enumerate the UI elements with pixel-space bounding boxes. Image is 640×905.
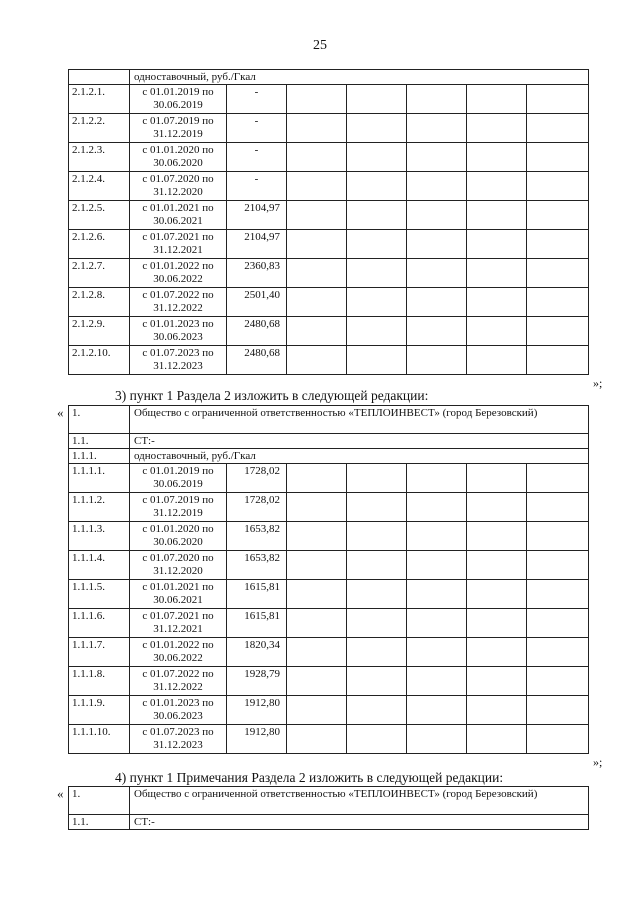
empty-cell [347, 143, 407, 172]
empty-cell [407, 493, 467, 522]
empty-cell [527, 725, 589, 754]
empty-cell [407, 259, 467, 288]
row-number: 2.1.2.8. [69, 288, 130, 317]
empty-cell [527, 464, 589, 493]
empty-cell [527, 346, 589, 375]
row-number: 1.1.1.6. [69, 609, 130, 638]
row-value: 2104,97 [227, 201, 287, 230]
row-value: 1653,82 [227, 522, 287, 551]
row-period: с 01.07.2023 по 31.12.2023 [130, 725, 227, 754]
row-value: 1928,79 [227, 667, 287, 696]
row-period: с 01.07.2021 по 31.12.2021 [130, 609, 227, 638]
empty-cell [347, 346, 407, 375]
note-table [68, 786, 589, 830]
empty-cell [347, 493, 407, 522]
empty-cell [527, 493, 589, 522]
empty-cell [527, 288, 589, 317]
empty-cell [287, 667, 347, 696]
table-row [69, 725, 589, 754]
empty-cell [347, 464, 407, 493]
row-number: 1.1.1.8. [69, 667, 130, 696]
table-row [69, 201, 589, 230]
row-value: 1728,02 [227, 493, 287, 522]
empty-cell [407, 725, 467, 754]
empty-cell [347, 259, 407, 288]
row-value: 1912,80 [227, 725, 287, 754]
table-row [69, 696, 589, 725]
row-period: с 01.07.2021 по 31.12.2021 [130, 230, 227, 259]
empty-cell [467, 172, 527, 201]
empty-cell [467, 230, 527, 259]
row-period: с 01.01.2020 по 30.06.2020 [130, 143, 227, 172]
empty-cell [287, 346, 347, 375]
empty-cell [527, 317, 589, 346]
empty-cell [467, 317, 527, 346]
st-text: СТ:- [130, 815, 589, 830]
row-value: - [227, 85, 287, 114]
row-period: с 01.01.2023 по 30.06.2023 [130, 317, 227, 346]
empty-cell [527, 580, 589, 609]
empty-cell [527, 201, 589, 230]
empty-cell [407, 317, 467, 346]
empty-cell [527, 143, 589, 172]
row-number: 1.1.1.3. [69, 522, 130, 551]
row-value: 2480,68 [227, 317, 287, 346]
row-value: 2360,83 [227, 259, 287, 288]
empty-cell [347, 114, 407, 143]
empty-cell [407, 85, 467, 114]
row-number: 2.1.2.4. [69, 172, 130, 201]
row-number: 2.1.2.6. [69, 230, 130, 259]
rate-type-label: одноставочный, руб./Гкал [130, 449, 589, 464]
table-row [69, 172, 589, 201]
row-value: 1820,34 [227, 638, 287, 667]
row-period: с 01.07.2023 по 31.12.2023 [130, 346, 227, 375]
table-row [69, 143, 589, 172]
empty-cell [347, 172, 407, 201]
table-row [69, 288, 589, 317]
org-name: Общество с ограниченной ответственностью «ТЕПЛОИНВЕСТ» (город Березовский) [130, 406, 589, 434]
table-row [69, 114, 589, 143]
empty-cell [407, 522, 467, 551]
row-number: 1.1.1.2. [69, 493, 130, 522]
empty-cell [287, 114, 347, 143]
row-period: с 01.01.2020 по 30.06.2020 [130, 522, 227, 551]
st-num: 1.1. [69, 815, 130, 830]
table-row [69, 638, 589, 667]
empty-cell [407, 201, 467, 230]
row-number: 2.1.2.5. [69, 201, 130, 230]
row-value: 1912,80 [227, 696, 287, 725]
empty-cell [467, 667, 527, 696]
empty-cell [467, 201, 527, 230]
rate-type-label: одноставочный, руб./Гкал [130, 70, 589, 85]
empty-cell [287, 201, 347, 230]
empty-cell [287, 493, 347, 522]
row-value: 1615,81 [227, 609, 287, 638]
row-period: с 01.01.2023 по 30.06.2023 [130, 696, 227, 725]
table-row [69, 522, 589, 551]
rate-num: 1.1.1. [69, 449, 130, 464]
row-period: с 01.01.2022 по 30.06.2022 [130, 259, 227, 288]
row-number: 2.1.2.7. [69, 259, 130, 288]
empty-cell [467, 522, 527, 551]
empty-cell [407, 551, 467, 580]
row-number: 2.1.2.10. [69, 346, 130, 375]
empty-cell [407, 230, 467, 259]
empty-cell [347, 551, 407, 580]
table-header-row [69, 70, 589, 85]
org-row [69, 406, 589, 434]
empty-cell [407, 696, 467, 725]
empty-cell [467, 551, 527, 580]
empty-cell [347, 667, 407, 696]
row-value: - [227, 143, 287, 172]
empty-cell [347, 522, 407, 551]
empty-cell [527, 522, 589, 551]
row-period: с 01.01.2019 по 30.06.2019 [130, 464, 227, 493]
empty-cell [467, 85, 527, 114]
table-row [69, 230, 589, 259]
empty-cell [347, 288, 407, 317]
empty-cell [527, 172, 589, 201]
empty-cell [347, 609, 407, 638]
empty-cell [287, 609, 347, 638]
st-text: СТ:- [130, 434, 589, 449]
empty-cell [527, 85, 589, 114]
empty-cell [467, 143, 527, 172]
row-period: с 01.07.2022 по 31.12.2022 [130, 288, 227, 317]
st-num: 1.1. [69, 434, 130, 449]
empty-cell [287, 259, 347, 288]
empty-cell [527, 230, 589, 259]
st-row [69, 434, 589, 449]
tariff-table-2-1-2 [68, 69, 589, 375]
row-value: 2104,97 [227, 230, 287, 259]
row-number: 1.1.1.5. [69, 580, 130, 609]
empty-cell [467, 493, 527, 522]
row-period: с 01.01.2022 по 30.06.2022 [130, 638, 227, 667]
row-value: - [227, 114, 287, 143]
empty-cell [287, 85, 347, 114]
table-row [69, 346, 589, 375]
closing-quote-3: »; [593, 755, 603, 769]
table-row [69, 464, 589, 493]
empty-cell [527, 609, 589, 638]
empty-cell [407, 143, 467, 172]
empty-cell [287, 522, 347, 551]
section-4-heading: 4) пункт 1 Примечания Раздела 2 изложить в следующей редакции: [115, 770, 504, 785]
org-num: 1. [69, 406, 130, 434]
row-number: 2.1.2.1. [69, 85, 130, 114]
closing-quote-1: »; [593, 376, 603, 390]
table-row [69, 609, 589, 638]
row-number: 2.1.2.3. [69, 143, 130, 172]
section-3-heading: 3) пункт 1 Раздела 2 изложить в следующей редакции: [115, 388, 429, 403]
row-number: 2.1.2.2. [69, 114, 130, 143]
row-number: 1.1.1.10. [69, 725, 130, 754]
opening-quote-4: « [57, 786, 64, 801]
empty-cell [407, 288, 467, 317]
row-number: 1.1.1.1. [69, 464, 130, 493]
empty-cell [287, 172, 347, 201]
empty-cell [287, 638, 347, 667]
table-row [69, 580, 589, 609]
row-period: с 01.07.2019 по 31.12.2019 [130, 493, 227, 522]
rate-row [69, 449, 589, 464]
empty-cell [527, 551, 589, 580]
org-num: 1. [69, 787, 130, 815]
row-value: 1615,81 [227, 580, 287, 609]
table-row [69, 551, 589, 580]
tariff-table-1-1-1 [68, 405, 589, 754]
empty-cell [347, 638, 407, 667]
table-cell [69, 70, 130, 85]
table-row [69, 667, 589, 696]
empty-cell [347, 230, 407, 259]
row-value: - [227, 172, 287, 201]
empty-cell [467, 580, 527, 609]
empty-cell [407, 580, 467, 609]
table-row [69, 259, 589, 288]
row-value: 2501,40 [227, 288, 287, 317]
empty-cell [527, 638, 589, 667]
table-row [69, 317, 589, 346]
empty-cell [347, 317, 407, 346]
empty-cell [467, 114, 527, 143]
empty-cell [287, 143, 347, 172]
empty-cell [287, 317, 347, 346]
row-number: 1.1.1.4. [69, 551, 130, 580]
empty-cell [407, 609, 467, 638]
empty-cell [527, 667, 589, 696]
empty-cell [347, 580, 407, 609]
empty-cell [347, 725, 407, 754]
row-value: 1728,02 [227, 464, 287, 493]
empty-cell [407, 114, 467, 143]
empty-cell [287, 464, 347, 493]
empty-cell [467, 638, 527, 667]
table-row [69, 85, 589, 114]
empty-cell [527, 696, 589, 725]
row-period: с 01.01.2021 по 30.06.2021 [130, 580, 227, 609]
st-row [69, 815, 589, 830]
empty-cell [287, 230, 347, 259]
empty-cell [527, 114, 589, 143]
empty-cell [347, 696, 407, 725]
row-value: 1653,82 [227, 551, 287, 580]
empty-cell [287, 696, 347, 725]
org-row [69, 787, 589, 815]
empty-cell [407, 346, 467, 375]
row-value: 2480,68 [227, 346, 287, 375]
empty-cell [467, 346, 527, 375]
row-number: 1.1.1.9. [69, 696, 130, 725]
empty-cell [287, 580, 347, 609]
empty-cell [347, 85, 407, 114]
table-row [69, 493, 589, 522]
row-period: с 01.01.2019 по 30.06.2019 [130, 85, 227, 114]
empty-cell [527, 259, 589, 288]
org-name: Общество с ограниченной ответственностью «ТЕПЛОИНВЕСТ» (город Березовский) [130, 787, 589, 815]
row-period: с 01.07.2020 по 31.12.2020 [130, 172, 227, 201]
empty-cell [407, 667, 467, 696]
row-number: 1.1.1.7. [69, 638, 130, 667]
row-period: с 01.07.2019 по 31.12.2019 [130, 114, 227, 143]
empty-cell [467, 725, 527, 754]
empty-cell [407, 638, 467, 667]
empty-cell [287, 551, 347, 580]
opening-quote-3: « [57, 405, 64, 420]
empty-cell [347, 201, 407, 230]
empty-cell [467, 696, 527, 725]
row-period: с 01.07.2020 по 31.12.2020 [130, 551, 227, 580]
page-number: 25 [313, 38, 327, 53]
empty-cell [407, 464, 467, 493]
row-period: с 01.07.2022 по 31.12.2022 [130, 667, 227, 696]
empty-cell [467, 288, 527, 317]
empty-cell [467, 259, 527, 288]
empty-cell [467, 464, 527, 493]
row-number: 2.1.2.9. [69, 317, 130, 346]
empty-cell [287, 725, 347, 754]
empty-cell [407, 172, 467, 201]
empty-cell [287, 288, 347, 317]
empty-cell [467, 609, 527, 638]
row-period: с 01.01.2021 по 30.06.2021 [130, 201, 227, 230]
